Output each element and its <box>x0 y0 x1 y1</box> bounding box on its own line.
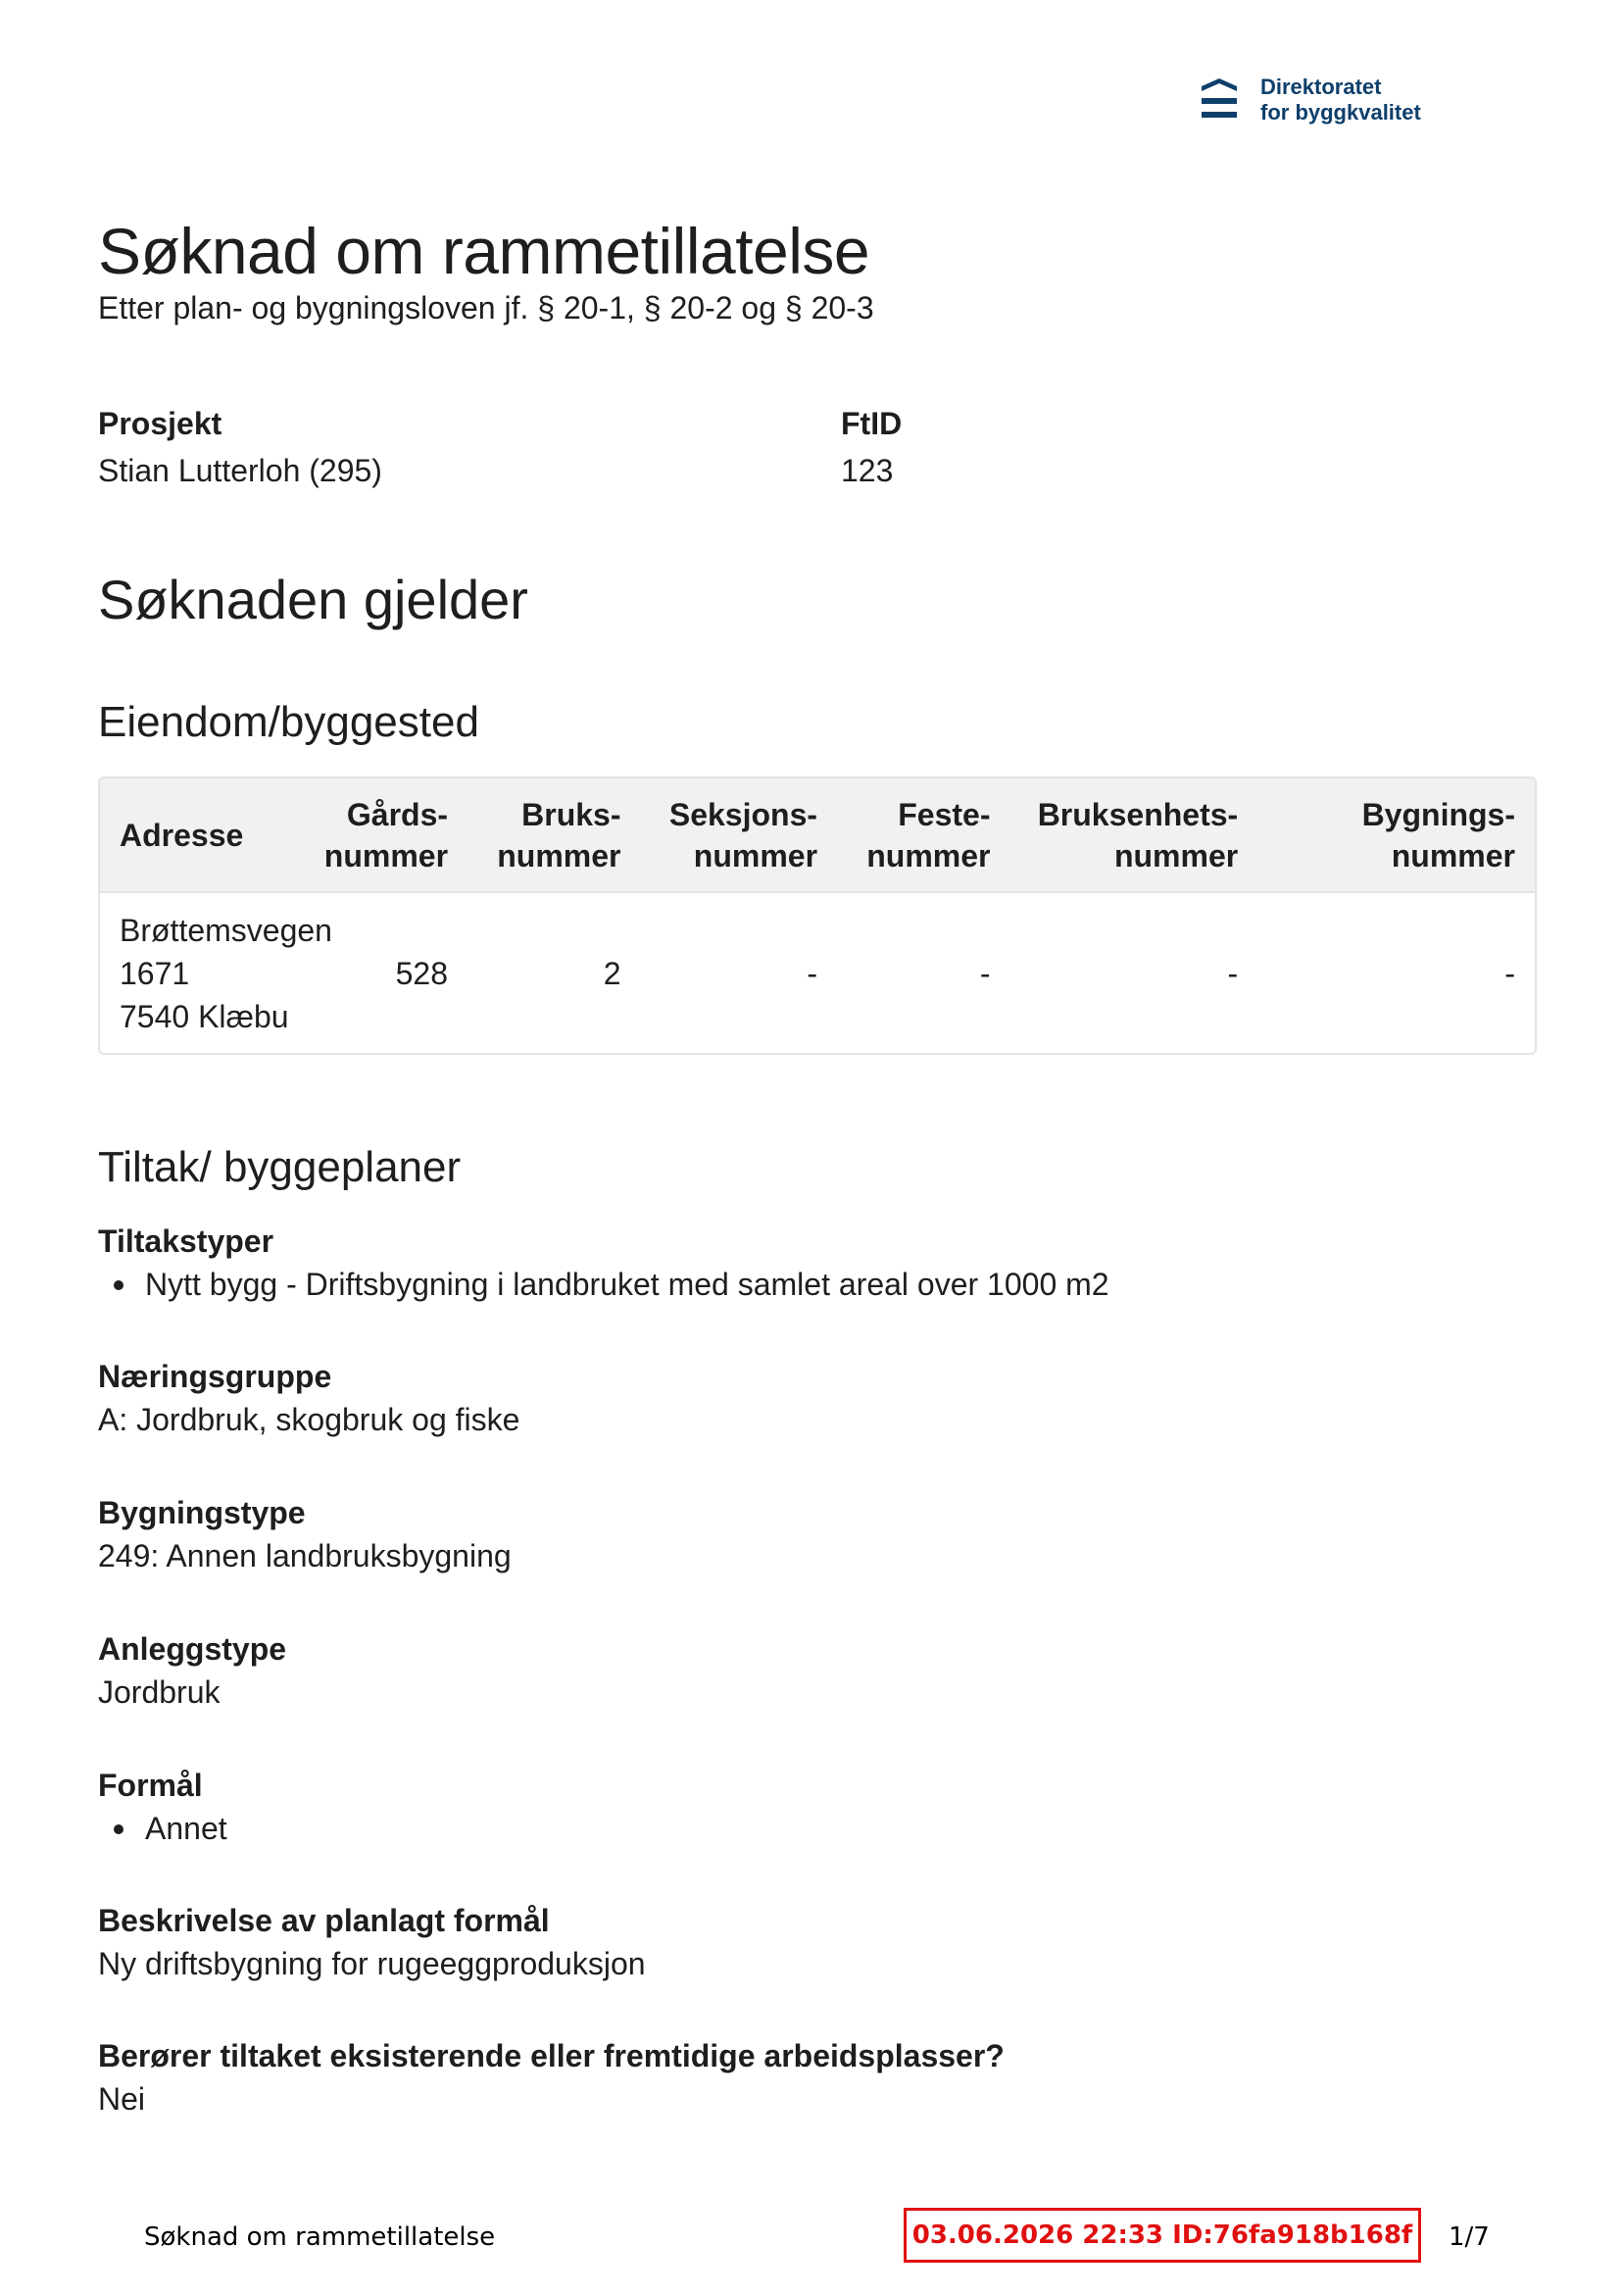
formal-list <box>98 1807 1533 1850</box>
field-formal <box>98 1764 1533 1850</box>
footer-document-name: Søknad om rammetillatelse <box>144 2222 496 2252</box>
ftid-value: 123 <box>841 453 894 488</box>
beskrivelse-value: Ny driftsbygning for rugeeggproduksjon <box>98 1946 646 1981</box>
table-row <box>100 892 1535 1053</box>
project-label: Prosjekt <box>98 406 222 441</box>
field-bygningstype <box>98 1491 1533 1577</box>
list-item: Nytt bygg - Driftsbygning i landbruket med samlet areal over 1000 m2 <box>145 1263 1533 1306</box>
anleggstype-value: Jordbruk <box>98 1674 221 1710</box>
cell-bygningsnummer: - <box>1504 955 1515 991</box>
field-naeringsgruppe <box>98 1355 1533 1441</box>
col-bygningsnummer: Bygnings- nummer <box>1361 796 1515 873</box>
document-subtitle: Etter plan- og bygningsloven jf. § 20-1, § 20-2 og § 20-3 <box>98 290 874 325</box>
table-header-row <box>100 778 1535 892</box>
bygningstype-value: 249: Annen landbruksbygning <box>98 1538 512 1573</box>
field-beskrivelse <box>98 1899 1533 1985</box>
col-gardsnummer: Gårds- nummer <box>323 796 449 873</box>
property-heading: Eiendom/byggested <box>98 698 479 746</box>
naeringsgruppe-label: Næringsgruppe <box>98 1359 332 1394</box>
anleggstype-label: Anleggstype <box>98 1631 287 1667</box>
formal-label: Formål <box>98 1768 203 1803</box>
arbeidsplasser-value: Nei <box>98 2081 146 2117</box>
property-table <box>98 776 1537 1055</box>
document-title: Søknad om rammetillatelse <box>98 215 870 287</box>
cell-seksjonsnummer: - <box>807 955 818 991</box>
arbeidsplasser-label: Berører tiltaket eksisterende eller fremtidige arbeidsplasser? <box>98 2038 1005 2073</box>
section-heading-applies: Søknaden gjelder <box>98 569 528 630</box>
list-item: Annet <box>145 1807 1533 1850</box>
tiltakstyper-list <box>98 1263 1533 1306</box>
ftid-info <box>841 404 902 492</box>
footer-timestamp-stamp: 03.06.2026 22:33 ID:76fa918b168f <box>904 2208 1421 2263</box>
col-bruksenhetsnummer: Bruksenhets- nummer <box>1037 796 1239 873</box>
field-tiltakstyper <box>98 1220 1533 1306</box>
cell-bruksenhetsnummer: - <box>1227 955 1239 991</box>
cell-address: Brøttemsvegen 1671 7540 Klæbu <box>120 912 332 1034</box>
dibk-logo-icon <box>1200 76 1239 124</box>
tiltakstyper-label: Tiltakstyper <box>98 1223 274 1259</box>
beskrivelse-label: Beskrivelse av planlagt formål <box>98 1903 550 1938</box>
col-address: Adresse <box>120 817 244 853</box>
project-value: Stian Lutterloh (295) <box>98 453 382 488</box>
logo <box>1200 75 1421 125</box>
naeringsgruppe-value: A: Jordbruk, skogbruk og fiske <box>98 1402 520 1437</box>
cell-festenummer: - <box>979 955 991 991</box>
cell-gardsnummer: 528 <box>395 955 449 991</box>
col-seksjonsnummer: Seksjons- nummer <box>668 796 818 873</box>
tiltak-heading: Tiltak/ byggeplaner <box>98 1143 462 1191</box>
col-festenummer: Feste- nummer <box>866 796 991 873</box>
col-bruksnummer: Bruks- nummer <box>497 796 621 873</box>
field-arbeidsplasser <box>98 2034 1533 2121</box>
logo-line-1: Direktoratet <box>1260 75 1382 99</box>
field-anleggstype <box>98 1627 1533 1714</box>
logo-line-2: for byggkvalitet <box>1260 100 1421 125</box>
cell-bruksnummer: 2 <box>603 955 621 991</box>
bygningstype-label: Bygningstype <box>98 1495 306 1530</box>
ftid-label: FtID <box>841 406 903 441</box>
logo-text <box>1260 75 1421 125</box>
project-info <box>98 404 382 492</box>
footer-page-number: 1/7 <box>1449 2222 1490 2252</box>
